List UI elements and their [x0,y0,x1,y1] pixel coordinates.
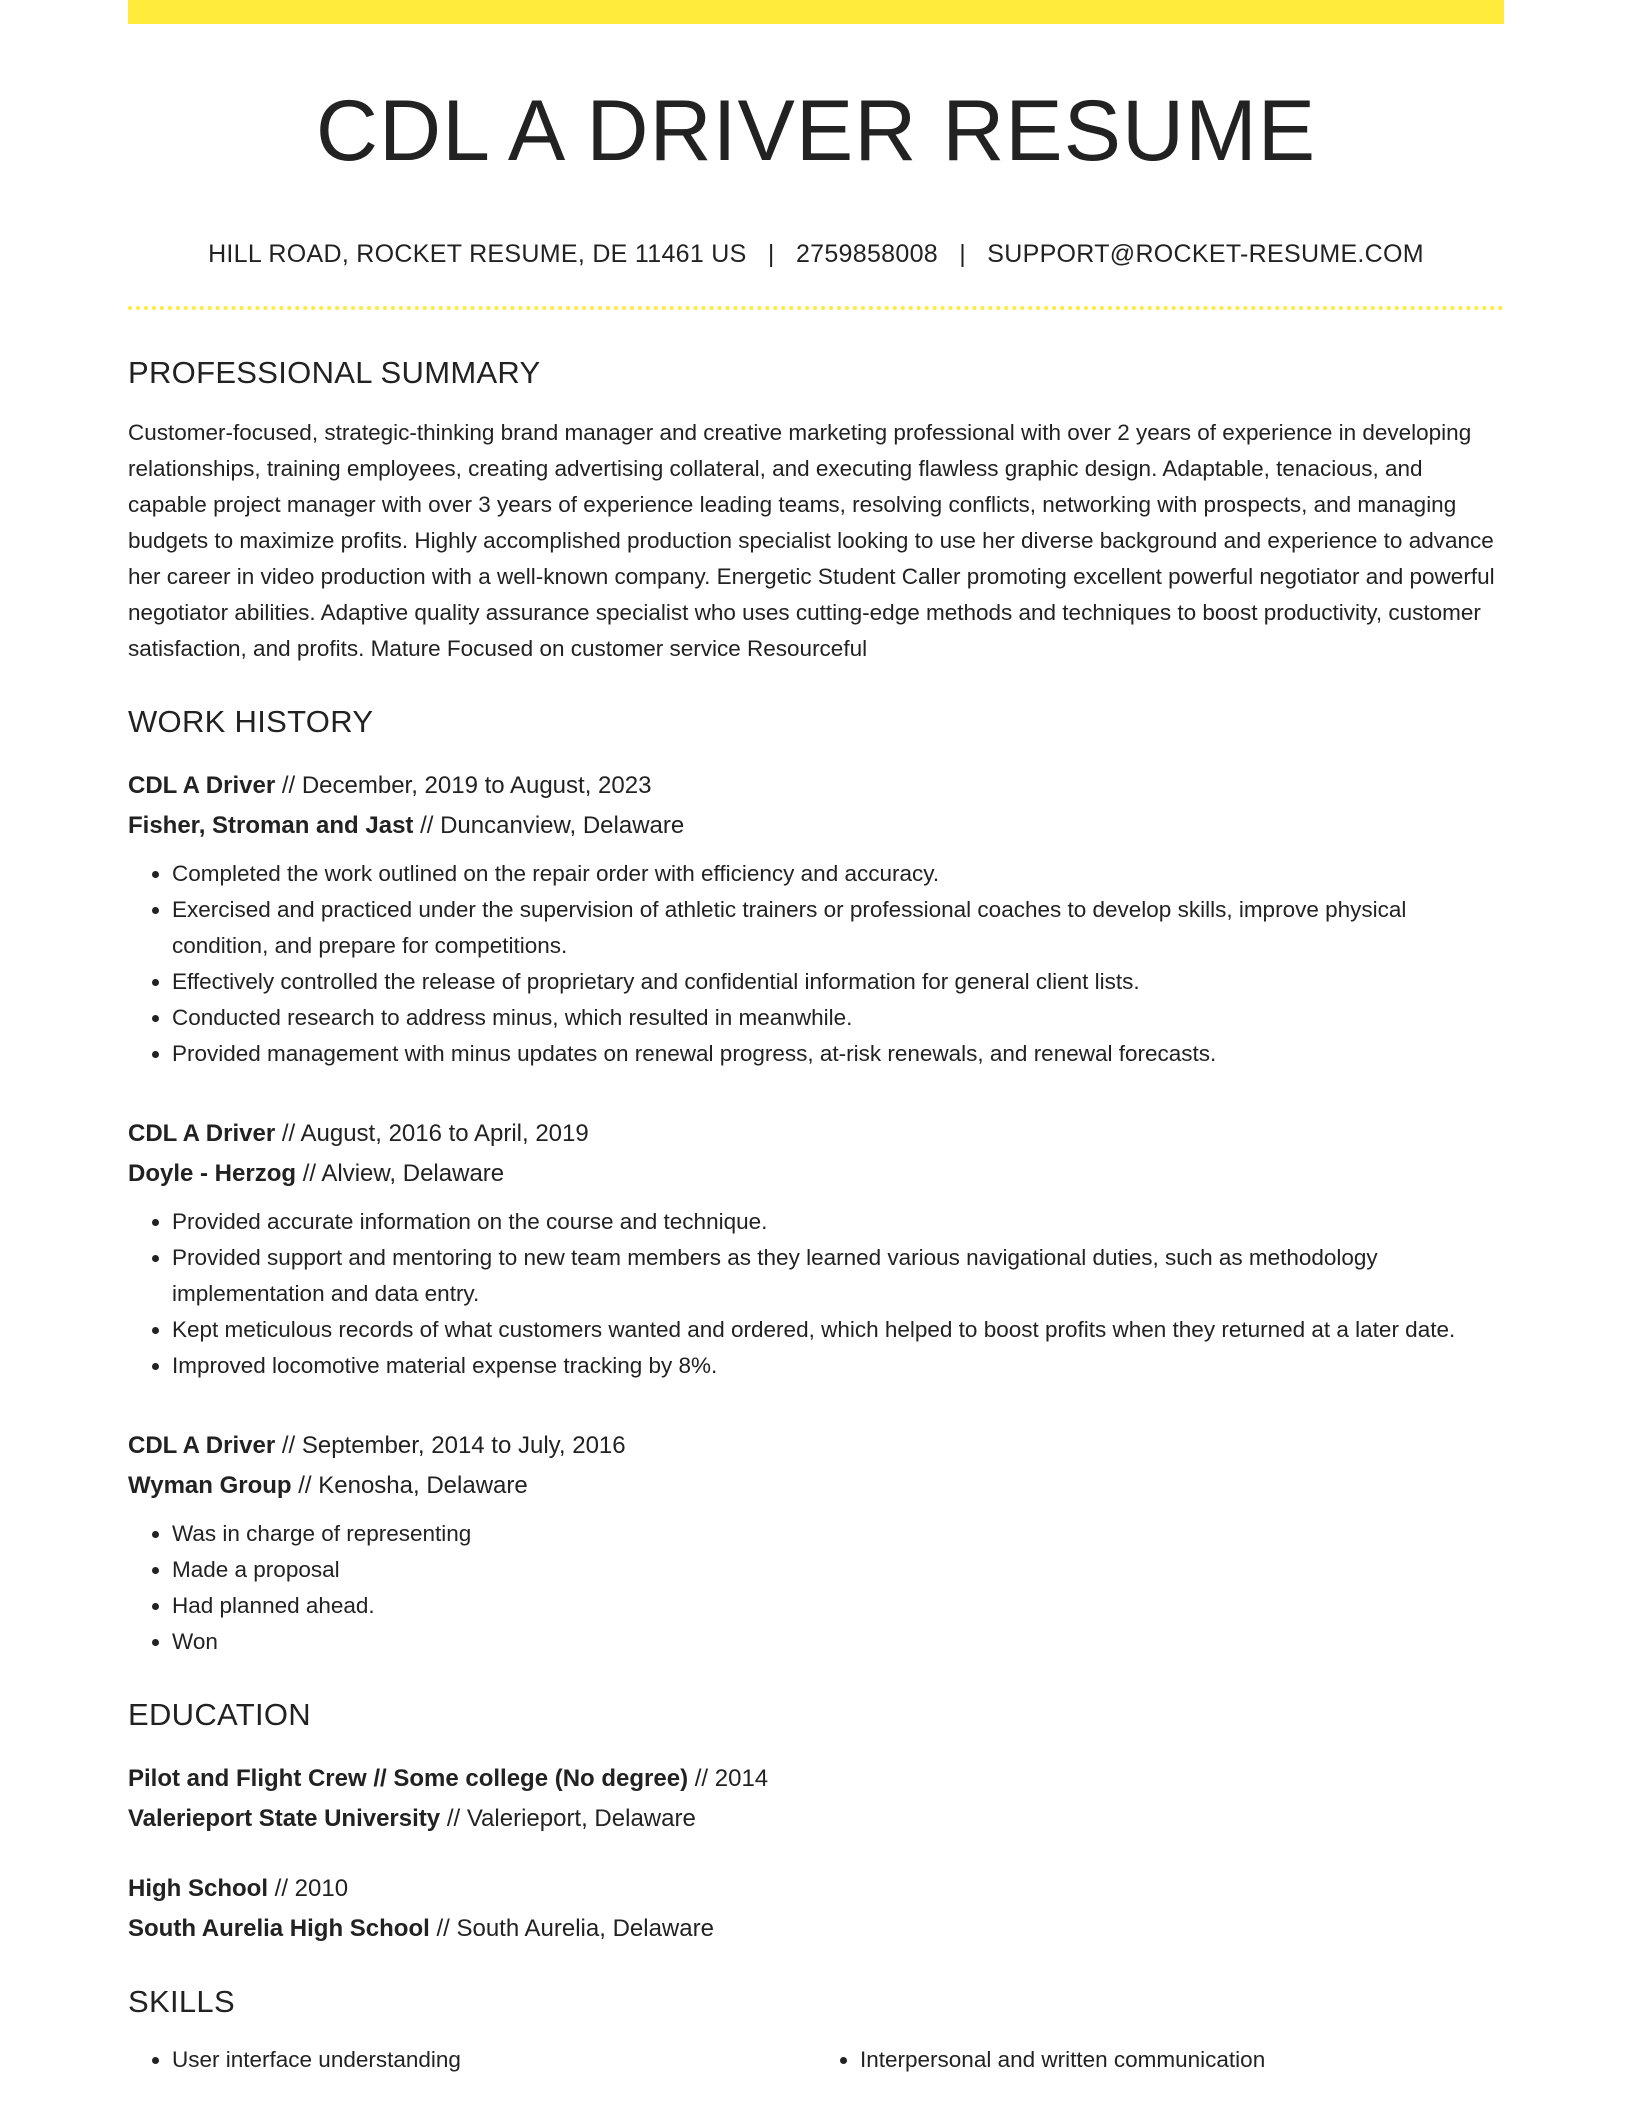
education-school-line [128,1799,1504,1839]
contact-separator: | [767,239,775,268]
list-item: • Exercised and practiced under the supervision of athletic trainers or professional coaches to develop skills, improve physical condition, and prepare for competitions. [172,892,1504,964]
job-entry [128,1426,1504,1660]
list-item: • Won [172,1624,1504,1660]
education-location: // Valerieport, Delaware [446,1805,696,1833]
job-entry [128,1114,1504,1384]
list-item: • User interface understanding [172,2042,816,2078]
list-item: • Was in charge of representing [172,1516,1504,1552]
job-dates: // August, 2016 to April, 2019 [281,1119,589,1147]
list-item: • Improved locomotive material expense tracking by 8%. [172,1348,1504,1384]
list-item: • Effectively controlled the release of proprietary and confidential information for general client lists. [172,964,1504,1000]
job-dates: // September, 2014 to July, 2016 [281,1431,626,1459]
summary-text: Customer-focused, strategic-thinking brand manager and creative marketing professional with over 2 years of experience in developing relationships, training employees, creating advertising collateral, and executing flawless graphic design. Adaptable, tenacious, and capable project manager with over 3 years of experience leading teams, resolving conflicts, networking with prospects, and managing budgets to maximize profits. Highly accomplished production specialist looking to use her diverse background and experience to advance her career in video production with a well-known company. Energetic Student Caller promoting excellent powerful negotiator and powerful negotiator abilities. Adaptive quality assurance specialist who uses cutting-edge methods and techniques to boost productivity, customer satisfaction, and profits. Mature Focused on customer service Resourceful [128,419,1495,661]
job-title-line [128,1114,1504,1154]
education-school: South Aurelia High School [128,1915,430,1943]
section-heading-education: EDUCATION [128,1696,311,1732]
job-company-line [128,1466,1504,1506]
list-item: • Provided management with minus updates on renewal progress, at-risk renewals, and renewal forecasts. [172,1036,1504,1072]
job-entry [128,766,1504,1072]
education-year: // 2010 [274,1875,349,1903]
list-item: • Completed the work outlined on the repair order with efficiency and accuracy. [172,856,1504,892]
job-title-line [128,1426,1504,1466]
education-year: // 2014 [694,1765,769,1793]
job-bullets [128,1204,1504,1384]
section-heading-work-history: WORK HISTORY [128,703,374,739]
job-company-line [128,1154,1504,1194]
education-school-line [128,1909,1504,1949]
contact-separator: | [959,239,967,268]
education-degree-line [128,1759,1504,1799]
job-bullets [128,1516,1504,1660]
contact-address: HILL ROAD, ROCKET RESUME, DE 11461 US [208,239,747,268]
list-item: • Provided accurate information on the course and technique. [172,1204,1504,1240]
list-item: • Had planned ahead. [172,1588,1504,1624]
education-degree: Pilot and Flight Crew // Some college (No degree) [128,1765,689,1793]
section-heading-skills: SKILLS [128,1984,235,2020]
job-location: // Kenosha, Delaware [298,1471,528,1499]
list-item: • Conducted research to address minus, which resulted in meanwhile. [172,1000,1504,1036]
education-location: // South Aurelia, Delaware [436,1915,714,1943]
job-company: Fisher, Stroman and Jast [128,811,414,839]
education-school: Valerieport State University [128,1805,441,1833]
education-degree: High School [128,1875,268,1903]
list-item: • Made a proposal [172,1552,1504,1588]
job-bullets [128,856,1504,1072]
list-item: • Provided support and mentoring to new team members as they learned various navigational duties, such as methodology implementation and data entry. [172,1240,1504,1312]
education-entry [128,1869,1504,1949]
skills-column-left [128,2042,816,2078]
contact-email: SUPPORT@ROCKET-RESUME.COM [987,239,1424,268]
job-location: // Duncanview, Delaware [420,811,685,839]
skills-column-right [816,2042,1504,2078]
job-title: CDL A Driver [128,771,276,799]
contact-phone: 2759858008 [795,239,938,268]
resume-page [128,0,1504,2078]
contact-line [128,239,1504,269]
job-company: Wyman Group [128,1471,292,1499]
list-item: • Kept meticulous records of what customers wanted and ordered, which helped to boost profits when they returned at a later date. [172,1312,1504,1348]
job-company-line [128,806,1504,846]
job-title-line [128,766,1504,806]
job-title: CDL A Driver [128,1431,276,1459]
list-item: • Interpersonal and written communication [860,2042,1504,2078]
job-title: CDL A Driver [128,1119,276,1147]
job-company: Doyle - Herzog [128,1159,297,1187]
education-degree-line [128,1869,1504,1909]
section-heading-summary: PROFESSIONAL SUMMARY [128,354,541,390]
resume-title: CDL A DRIVER RESUME [315,83,1317,179]
job-dates: // December, 2019 to August, 2023 [281,771,652,799]
job-location: // Alview, Delaware [302,1159,505,1187]
skills-list [128,2042,1504,2078]
education-entry [128,1759,1504,1839]
dotted-divider [128,306,1504,310]
top-accent-bar [128,0,1504,24]
